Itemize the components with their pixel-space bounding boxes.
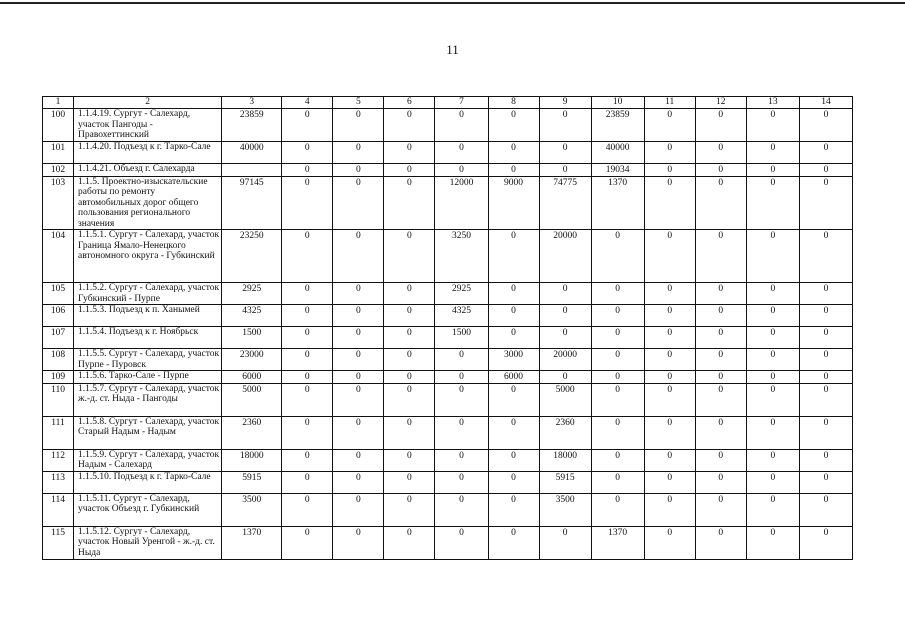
value-cell: 0	[799, 142, 852, 164]
row-number-cell: 101	[43, 142, 74, 164]
value-cell: 0	[746, 164, 799, 177]
item-name-cell: 1.1.5. Проектно-изыскательские работы по ремонту автомобильных дорог общего пользования регионального значения	[74, 176, 222, 230]
item-name-cell: 1.1.4.20. Подъезд к г. Тарко-Сале	[74, 142, 222, 164]
value-cell: 0	[282, 493, 333, 526]
value-cell: 0	[591, 283, 644, 305]
row-number-cell: 109	[43, 371, 74, 384]
value-cell: 0	[644, 471, 695, 493]
value-cell: 0	[746, 526, 799, 559]
value-cell: 0	[799, 383, 852, 416]
table-row	[43, 230, 853, 283]
value-cell: 0	[539, 283, 591, 305]
page-number: 11	[446, 42, 459, 57]
value-cell: 23859	[222, 109, 282, 142]
table-row	[43, 164, 853, 177]
value-cell: 0	[695, 371, 746, 384]
value-cell: 0	[333, 109, 384, 142]
value-cell: 20000	[539, 230, 591, 283]
value-cell: 0	[488, 164, 539, 177]
value-cell: 0	[539, 526, 591, 559]
value-cell: 0	[333, 471, 384, 493]
value-cell: 40000	[222, 142, 282, 164]
value-cell: 0	[488, 230, 539, 283]
value-cell: 0	[282, 349, 333, 371]
item-name-cell: 1.1.5.7. Сургут - Салехард, участок ж.-д. ст. Ныда - Пангоды	[74, 383, 222, 416]
value-cell: 0	[435, 371, 488, 384]
table-header	[43, 97, 853, 109]
value-cell: 6000	[488, 371, 539, 384]
table-row	[43, 383, 853, 416]
value-cell: 0	[746, 383, 799, 416]
value-cell: 0	[644, 349, 695, 371]
item-name-cell: 1.1.5.4. Подъезд к г. Ноябрьск	[74, 327, 222, 349]
value-cell: 0	[591, 230, 644, 283]
value-cell: 0	[799, 230, 852, 283]
value-cell: 0	[282, 305, 333, 327]
header-row	[43, 97, 853, 109]
value-cell: 4325	[222, 305, 282, 327]
row-number-cell: 107	[43, 327, 74, 349]
row-number-cell: 100	[43, 109, 74, 142]
value-cell: 0	[695, 109, 746, 142]
value-cell: 0	[695, 471, 746, 493]
value-cell: 0	[591, 349, 644, 371]
value-cell: 0	[435, 449, 488, 471]
value-cell: 0	[746, 349, 799, 371]
item-name-cell: 1.1.5.6. Тарко-Сале - Пурпе	[74, 371, 222, 384]
column-header: 4	[282, 97, 333, 109]
value-cell: 0	[435, 164, 488, 177]
value-cell: 0	[282, 230, 333, 283]
table-row	[43, 416, 853, 449]
value-cell: 0	[799, 109, 852, 142]
value-cell: 0	[488, 305, 539, 327]
value-cell: 0	[644, 230, 695, 283]
value-cell: 23859	[591, 109, 644, 142]
column-header: 3	[222, 97, 282, 109]
value-cell: 0	[799, 449, 852, 471]
value-cell: 0	[746, 327, 799, 349]
value-cell: 0	[488, 109, 539, 142]
value-cell: 1370	[591, 526, 644, 559]
value-cell: 0	[799, 371, 852, 384]
row-number-cell: 113	[43, 471, 74, 493]
value-cell: 0	[488, 449, 539, 471]
value-cell: 0	[333, 142, 384, 164]
value-cell: 0	[799, 416, 852, 449]
item-name-cell: 1.1.5.10. Подъезд к г. Тарко-Сале	[74, 471, 222, 493]
value-cell: 0	[384, 142, 435, 164]
value-cell: 0	[695, 493, 746, 526]
value-cell: 0	[644, 142, 695, 164]
value-cell: 0	[539, 109, 591, 142]
value-cell: 0	[384, 327, 435, 349]
column-header: 13	[746, 97, 799, 109]
value-cell: 0	[539, 305, 591, 327]
value-cell: 1500	[222, 327, 282, 349]
column-header: 11	[644, 97, 695, 109]
value-cell: 2360	[222, 416, 282, 449]
value-cell: 0	[644, 109, 695, 142]
value-cell: 0	[591, 471, 644, 493]
value-cell: 0	[333, 176, 384, 230]
value-cell: 0	[644, 283, 695, 305]
row-number-cell: 104	[43, 230, 74, 283]
column-header: 14	[799, 97, 852, 109]
column-header: 10	[591, 97, 644, 109]
value-cell: 0	[591, 493, 644, 526]
value-cell: 0	[282, 383, 333, 416]
value-cell: 0	[333, 305, 384, 327]
table-row	[43, 142, 853, 164]
value-cell: 1500	[435, 327, 488, 349]
value-cell: 0	[333, 230, 384, 283]
table-row	[43, 371, 853, 384]
value-cell: 0	[282, 283, 333, 305]
value-cell: 3250	[435, 230, 488, 283]
table-row	[43, 349, 853, 371]
row-number-cell: 102	[43, 164, 74, 177]
value-cell: 0	[488, 526, 539, 559]
value-cell: 0	[746, 449, 799, 471]
value-cell: 2925	[222, 283, 282, 305]
value-cell: 0	[746, 176, 799, 230]
value-cell: 3000	[488, 349, 539, 371]
value-cell: 0	[282, 164, 333, 177]
value-cell: 0	[746, 230, 799, 283]
value-cell: 20000	[539, 349, 591, 371]
value-cell: 0	[746, 305, 799, 327]
row-number-cell: 114	[43, 493, 74, 526]
row-number-cell: 112	[43, 449, 74, 471]
value-cell: 12000	[435, 176, 488, 230]
item-name-cell: 1.1.5.5. Сургут - Салехард, участок Пурпе - Пуровск	[74, 349, 222, 371]
value-cell: 0	[435, 349, 488, 371]
value-cell: 5000	[539, 383, 591, 416]
table-row	[43, 471, 853, 493]
value-cell: 0	[384, 526, 435, 559]
column-header: 5	[333, 97, 384, 109]
value-cell: 0	[435, 142, 488, 164]
value-cell: 0	[435, 383, 488, 416]
value-cell: 0	[644, 526, 695, 559]
value-cell: 0	[333, 526, 384, 559]
column-header: 12	[695, 97, 746, 109]
value-cell: 23250	[222, 230, 282, 283]
value-cell	[222, 164, 282, 177]
item-name-cell: 1.1.4.19. Сургут - Салехард, участок Пангоды - Правохеттинский	[74, 109, 222, 142]
value-cell: 3500	[539, 493, 591, 526]
value-cell: 0	[282, 449, 333, 471]
value-cell: 0	[539, 142, 591, 164]
value-cell: 0	[695, 176, 746, 230]
table-row	[43, 109, 853, 142]
item-name-cell: 1.1.5.3. Подъезд к п. Ханымей	[74, 305, 222, 327]
value-cell: 0	[746, 471, 799, 493]
value-cell: 0	[282, 327, 333, 349]
value-cell: 0	[488, 416, 539, 449]
value-cell: 0	[644, 164, 695, 177]
value-cell: 0	[644, 416, 695, 449]
value-cell: 0	[488, 471, 539, 493]
column-header: 7	[435, 97, 488, 109]
value-cell: 0	[282, 471, 333, 493]
value-cell: 0	[746, 416, 799, 449]
item-name-cell: 1.1.5.11. Сургут - Салехард, участок Объезд г. Губкинский	[74, 493, 222, 526]
value-cell: 0	[695, 449, 746, 471]
value-cell: 0	[384, 471, 435, 493]
table-body	[43, 109, 853, 560]
data-table	[42, 96, 853, 560]
value-cell: 18000	[539, 449, 591, 471]
column-header: 6	[384, 97, 435, 109]
row-number-cell: 106	[43, 305, 74, 327]
value-cell: 0	[591, 327, 644, 349]
value-cell: 40000	[591, 142, 644, 164]
value-cell: 0	[488, 493, 539, 526]
value-cell: 0	[591, 371, 644, 384]
value-cell: 9000	[488, 176, 539, 230]
value-cell: 0	[695, 305, 746, 327]
table-row	[43, 327, 853, 349]
value-cell: 0	[435, 416, 488, 449]
value-cell: 5000	[222, 383, 282, 416]
value-cell: 0	[384, 383, 435, 416]
value-cell: 0	[799, 493, 852, 526]
row-number-cell: 115	[43, 526, 74, 559]
value-cell: 0	[746, 109, 799, 142]
row-number-cell: 111	[43, 416, 74, 449]
value-cell: 0	[333, 164, 384, 177]
value-cell: 0	[591, 416, 644, 449]
value-cell: 0	[384, 305, 435, 327]
column-header: 1	[43, 97, 74, 109]
value-cell: 0	[799, 283, 852, 305]
value-cell: 0	[695, 164, 746, 177]
value-cell: 0	[644, 449, 695, 471]
value-cell: 0	[488, 283, 539, 305]
value-cell: 74775	[539, 176, 591, 230]
value-cell: 0	[799, 471, 852, 493]
value-cell: 4325	[435, 305, 488, 327]
value-cell: 0	[384, 449, 435, 471]
value-cell: 0	[799, 526, 852, 559]
table-row	[43, 283, 853, 305]
value-cell: 0	[695, 230, 746, 283]
value-cell: 0	[333, 449, 384, 471]
value-cell: 0	[384, 416, 435, 449]
value-cell: 0	[282, 416, 333, 449]
value-cell: 0	[799, 176, 852, 230]
value-cell: 0	[746, 493, 799, 526]
value-cell: 0	[282, 371, 333, 384]
value-cell: 2360	[539, 416, 591, 449]
value-cell: 0	[435, 471, 488, 493]
value-cell: 0	[644, 327, 695, 349]
value-cell: 0	[282, 109, 333, 142]
value-cell: 0	[384, 371, 435, 384]
row-number-cell: 110	[43, 383, 74, 416]
item-name-cell: 1.1.5.9. Сургут - Салехард, участок Надым - Салехард	[74, 449, 222, 471]
value-cell: 0	[435, 493, 488, 526]
value-cell: 0	[333, 493, 384, 526]
value-cell: 0	[333, 371, 384, 384]
value-cell: 0	[695, 349, 746, 371]
value-cell: 0	[591, 305, 644, 327]
value-cell: 5915	[222, 471, 282, 493]
value-cell: 5915	[539, 471, 591, 493]
table-row	[43, 449, 853, 471]
value-cell: 2925	[435, 283, 488, 305]
value-cell: 0	[282, 142, 333, 164]
value-cell: 0	[384, 349, 435, 371]
value-cell: 0	[333, 327, 384, 349]
value-cell: 1370	[591, 176, 644, 230]
value-cell: 23000	[222, 349, 282, 371]
value-cell: 0	[333, 383, 384, 416]
table-row	[43, 305, 853, 327]
value-cell: 0	[799, 164, 852, 177]
value-cell: 0	[384, 176, 435, 230]
row-number-cell: 105	[43, 283, 74, 305]
value-cell: 0	[695, 526, 746, 559]
value-cell: 0	[695, 383, 746, 416]
item-name-cell: 1.1.5.12. Сургут - Салехард, участок Новый Уренгой - ж.-д. ст. Ныда	[74, 526, 222, 559]
value-cell: 0	[746, 371, 799, 384]
table-row	[43, 526, 853, 559]
item-name-cell: 1.1.5.2. Сургут - Салехард, участок Губкинский - Пурпе	[74, 283, 222, 305]
value-cell: 0	[384, 230, 435, 283]
value-cell: 0	[488, 383, 539, 416]
value-cell: 0	[384, 493, 435, 526]
value-cell: 0	[695, 327, 746, 349]
value-cell: 0	[384, 109, 435, 142]
table-row	[43, 493, 853, 526]
row-number-cell: 108	[43, 349, 74, 371]
value-cell: 0	[591, 449, 644, 471]
column-header: 2	[74, 97, 222, 109]
column-header: 8	[488, 97, 539, 109]
value-cell: 0	[333, 349, 384, 371]
value-cell: 0	[282, 526, 333, 559]
value-cell: 0	[695, 416, 746, 449]
value-cell: 0	[435, 526, 488, 559]
value-cell: 0	[644, 493, 695, 526]
value-cell: 0	[333, 416, 384, 449]
value-cell: 0	[333, 283, 384, 305]
value-cell: 0	[644, 305, 695, 327]
value-cell: 0	[282, 176, 333, 230]
item-name-cell: 1.1.5.1. Сургут - Салехард, участок Граница Ямало-Ненецкого автономного округа - Губкинский	[74, 230, 222, 283]
value-cell: 97145	[222, 176, 282, 230]
value-cell: 6000	[222, 371, 282, 384]
value-cell: 0	[539, 327, 591, 349]
value-cell: 3500	[222, 493, 282, 526]
value-cell: 18000	[222, 449, 282, 471]
value-cell: 19034	[591, 164, 644, 177]
value-cell: 0	[384, 164, 435, 177]
item-name-cell: 1.1.4.21. Объезд г. Салехарда	[74, 164, 222, 177]
value-cell: 0	[695, 283, 746, 305]
page-top-rule	[0, 2, 905, 4]
value-cell: 0	[539, 164, 591, 177]
value-cell: 0	[695, 142, 746, 164]
value-cell: 0	[746, 283, 799, 305]
value-cell: 0	[799, 349, 852, 371]
value-cell: 0	[539, 371, 591, 384]
value-cell: 0	[488, 327, 539, 349]
value-cell: 0	[746, 142, 799, 164]
value-cell: 0	[644, 383, 695, 416]
value-cell: 0	[488, 142, 539, 164]
value-cell: 0	[591, 383, 644, 416]
table-row	[43, 176, 853, 230]
value-cell: 0	[799, 305, 852, 327]
item-name-cell: 1.1.5.8. Сургут - Салехард, участок Старый Надым - Надым	[74, 416, 222, 449]
value-cell: 0	[799, 327, 852, 349]
value-cell: 0	[435, 109, 488, 142]
row-number-cell: 103	[43, 176, 74, 230]
value-cell: 0	[644, 176, 695, 230]
value-cell: 0	[644, 371, 695, 384]
value-cell: 1370	[222, 526, 282, 559]
column-header: 9	[539, 97, 591, 109]
value-cell: 0	[384, 283, 435, 305]
